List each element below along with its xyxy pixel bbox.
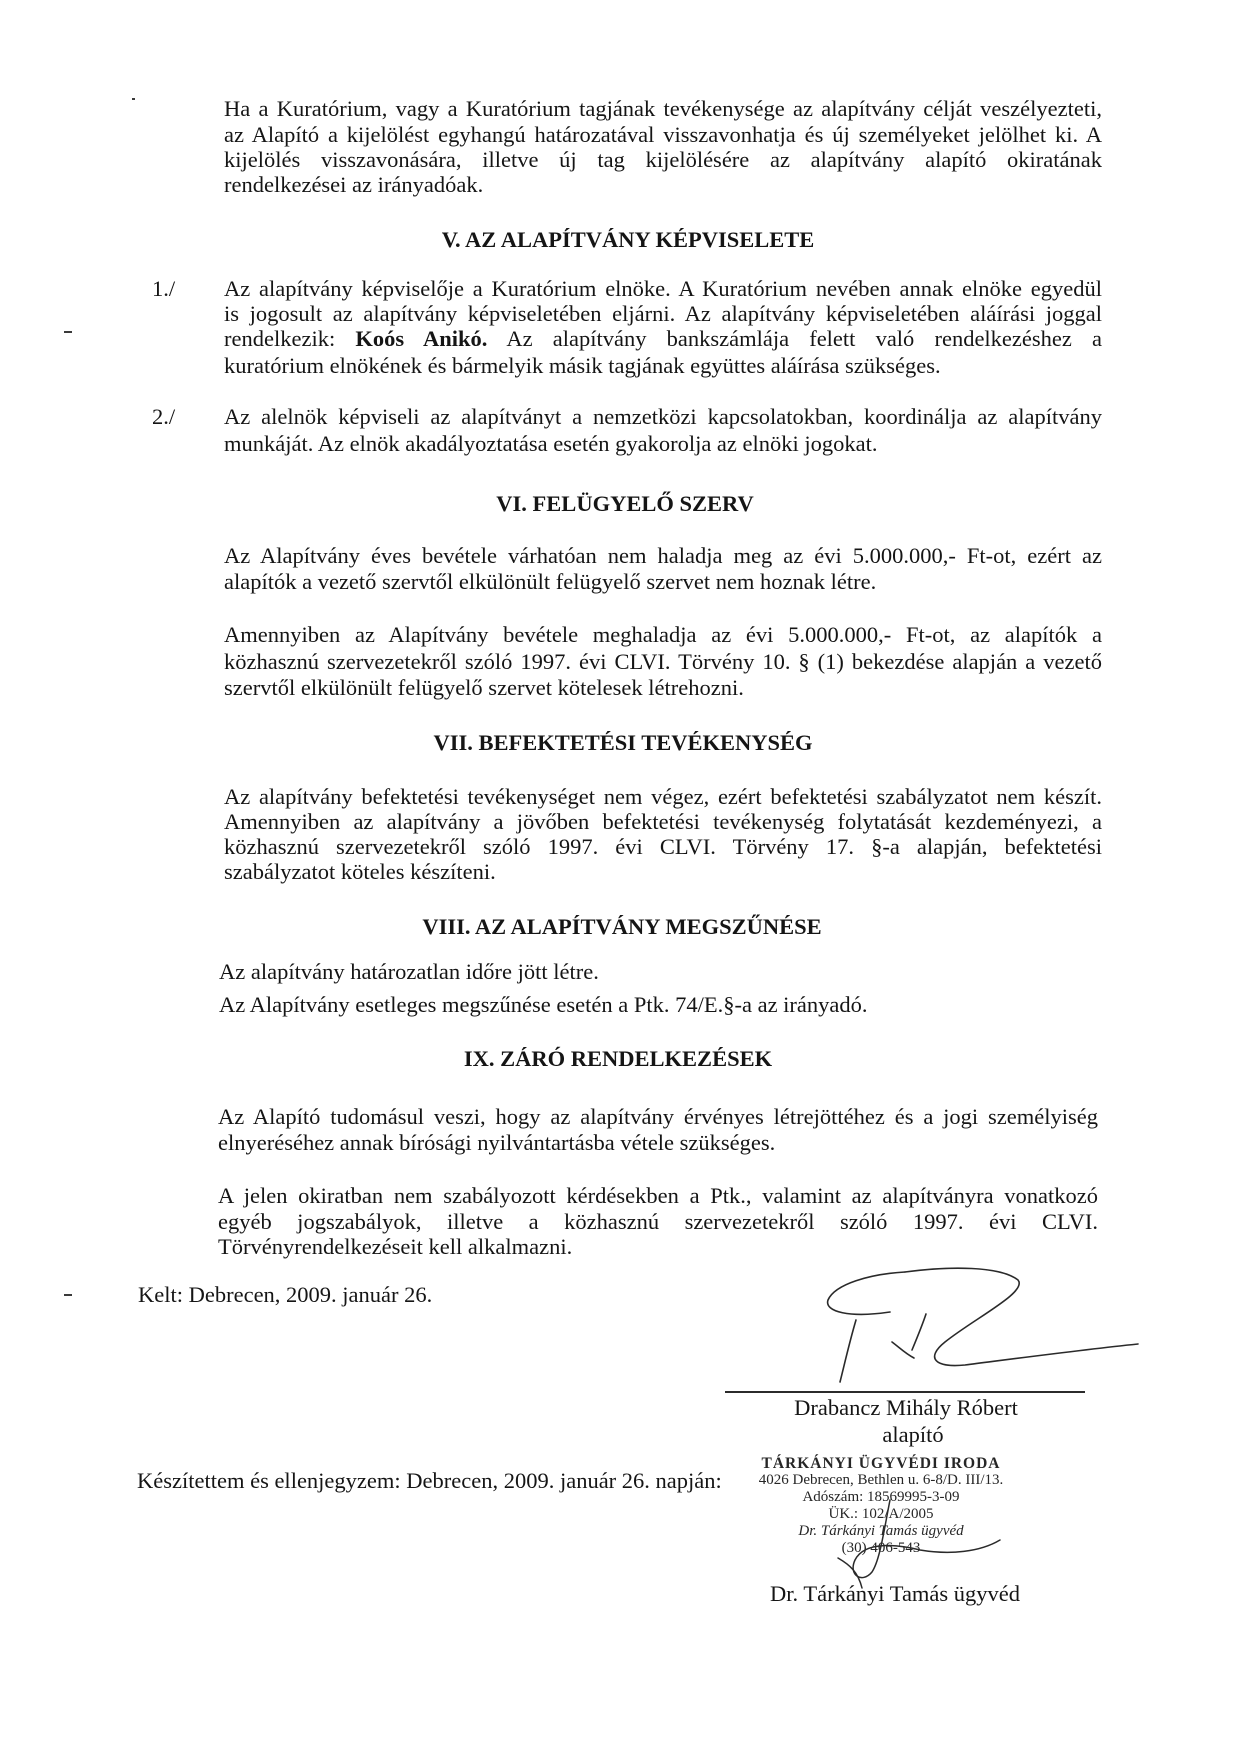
lawyer-name: Dr. Tárkányi Tamás ügyvéd [770, 1581, 1021, 1606]
paragraph-line: Az Alapítvány esetleges megszűnése esetén a Ptk. 74/E.§-a az irányadó. [219, 992, 868, 1017]
paragraph-line: közhasznú szervezetekről szóló 1997. évi CLVI. Törvény 10. § (1) bekezdése alapján a vezető [224, 649, 1102, 674]
stamp-office: TÁRKÁNYI ÜGYVÉDI IRODA [761, 1455, 1001, 1472]
paragraph-line: alapítók a vezető szervtől elkülönült felügyelő szervet nem hoznak létre. [224, 569, 877, 594]
signatory-name: Koós Anikó. [355, 326, 488, 351]
stamp-name: Dr. Tárkányi Tamás ügyvéd [798, 1523, 964, 1539]
paragraph-line: Amennyiben az alapítvány a jövőben befektetési tevékenység folytatását kezdeményezi, a [224, 809, 1102, 834]
section-vii-heading: VII. BEFEKTETÉSI TEVÉKENYSÉG [433, 730, 813, 755]
section-v-heading: V. AZ ALAPÍTVÁNY KÉPVISELETE [441, 227, 815, 252]
paragraph-line: Az Alapító tudomásul veszi, hogy az alapítvány érvényes létrejöttéhez és a jogi személyiség [218, 1104, 1098, 1129]
countersignature-statement: Készítettem és ellenjegyzem: Debrecen, 2009. január 26. napján: [137, 1468, 722, 1493]
stamp-phone: (30) 406-543 [841, 1540, 921, 1556]
item-1-line [224, 326, 1102, 352]
founder-signature [828, 1268, 1138, 1382]
paragraph-line: A jelen okiratban nem szabályozott kérdésekben a Ptk., valamint az alapítványra vonatkozó [218, 1183, 1098, 1208]
stamp-address: 4026 Debrecen, Bethlen u. 6-8/D. III/13. [758, 1472, 1004, 1488]
stamp-tax-number: Adószám: 18569995-3-09 [802, 1489, 960, 1505]
item-number: 2./ [152, 404, 176, 429]
margin-mark [132, 98, 135, 100]
date-place: Kelt: Debrecen, 2009. január 26. [138, 1282, 433, 1307]
law-office-stamp [741, 1455, 1021, 1557]
intro-line: Ha a Kuratórium, vagy a Kuratórium tagjának tevékenysége az alapítvány célját veszélyezteti, [224, 96, 1102, 121]
item-1-line: is jogosult az alapítvány képviseletében eljárni. Az alapítvány képviseletében aláírási joggal [224, 301, 1102, 326]
paragraph-line: közhasznú szervezetekről szóló 1997. évi CLVI. Törvény 17. §-a alapján, befektetési [224, 834, 1102, 859]
text-segment: Az alapítvány bankszámlája felett való rendelkezéshez a [506, 326, 1103, 351]
paragraph-line: szervtől elkülönült felügyelő szervet kötelesek létrehozni. [224, 675, 744, 700]
section-viii-heading: VIII. AZ ALAPÍTVÁNY MEGSZŰNÉSE [422, 914, 822, 939]
founder-role: alapító [882, 1422, 944, 1447]
paragraph-line: elnyeréséhez annak bírósági nyilvántartásba vétele szükséges. [218, 1130, 776, 1155]
section-vi-heading: VI. FELÜGYELŐ SZERV [496, 491, 754, 516]
item-2-line: Az alelnök képviseli az alapítványt a nemzetközi kapcsolatokban, koordinálja az alapítvány [224, 404, 1102, 429]
item-2-line: munkáját. Az elnök akadályoztatása esetén gyakorolja az elnöki jogokat. [224, 431, 878, 456]
stamp-registry: ÜK.: 102/A/2005 [828, 1506, 934, 1522]
paragraph-line: Az alapítvány befektetési tevékenységet nem végez, ezért befektetési szabályzatot nem készít. [224, 784, 1102, 809]
signature-line [725, 1391, 1085, 1393]
paragraph-line: egyéb jogszabályok, illetve a közhasznú szervezetekről szóló 1997. évi CLVI. [218, 1209, 1098, 1234]
paragraph-line: Amennyiben az Alapítvány bevétele meghaladja az évi 5.000.000,- Ft-ot, az alapítók a [224, 622, 1102, 647]
paragraph-line: Törvényrendelkezéseit kell alkalmazni. [218, 1234, 573, 1259]
section-ix-heading: IX. ZÁRÓ RENDELKEZÉSEK [463, 1046, 773, 1071]
paragraph-line: Az Alapítvány éves bevétele várhatóan nem haladja meg az évi 5.000.000,- Ft-ot, ezért az [224, 543, 1102, 568]
margin-mark [64, 331, 72, 333]
item-1-line: kuratórium elnökének és bármelyik másik tagjának együttes aláírása szükséges. [224, 353, 941, 378]
paragraph-line: Az alapítvány határozatlan időre jött létre. [219, 959, 599, 984]
intro-line: rendelkezései az irányadóak. [224, 172, 484, 197]
text-segment: rendelkezik: [224, 326, 336, 351]
paragraph-line: szabályzatot köteles készíteni. [224, 859, 496, 884]
intro-line: az Alapító a kijelölést egyhangú határozatával visszavonhatja és új személyeket jelölhet ki. A [224, 122, 1102, 147]
founder-name: Drabancz Mihály Róbert [794, 1395, 1018, 1420]
item-1-line: Az alapítvány képviselője a Kuratórium elnöke. A Kuratórium nevében annak elnöke egyedül [224, 276, 1102, 301]
margin-mark [64, 1294, 72, 1296]
intro-line: kijelölés visszavonására, illetve új tag kijelölésére az alapítvány alapító okiratának [224, 147, 1102, 172]
item-number: 1./ [152, 276, 176, 301]
